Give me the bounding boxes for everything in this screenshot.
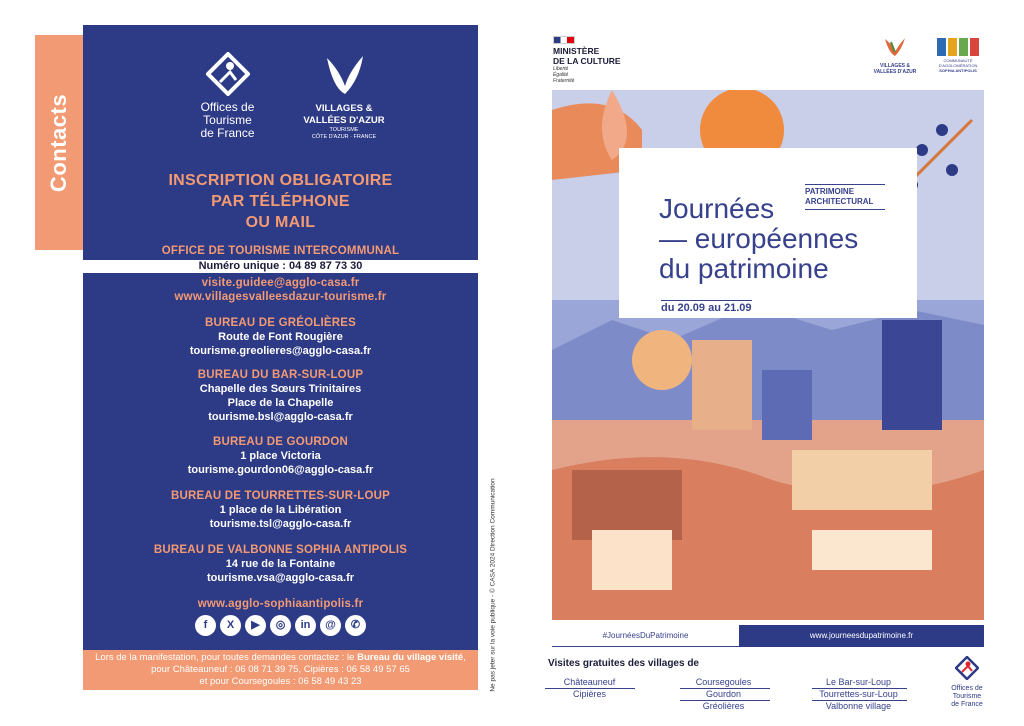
hashtag: #JournéesDuPatrimoine [602, 631, 689, 640]
logo-text-line: de France [200, 126, 255, 140]
bureau-address: Place de la Chapelle [227, 397, 334, 409]
footer-bold: Bureau du village visité [357, 652, 464, 663]
bureau-greolieres [83, 316, 478, 358]
logo-text-line: de France [951, 701, 983, 708]
facebook-icon[interactable]: f [195, 615, 216, 636]
inscription-line: OU MAIL [245, 214, 316, 231]
village-coursegoules: Coursegoules [695, 677, 752, 687]
logo-text-line: Tourisme [203, 113, 252, 127]
office-title: OFFICE DE TOURISME INTERCOMMUNAL [161, 245, 400, 257]
villages-vallees-logo [298, 52, 390, 152]
hashtag-bar [552, 625, 739, 647]
poster-title-line: Journées [659, 193, 775, 224]
phone-number[interactable]: Numéro unique : 04 89 87 73 30 [198, 260, 363, 272]
footer-line-3: et pour Coursegoules : 06 58 49 43 23 [199, 676, 362, 687]
email-main[interactable]: visite.guidee@agglo-casa.fr [201, 277, 360, 289]
bureau-email[interactable]: tourisme.vsa@agglo-casa.fr [206, 572, 355, 584]
footer-line-1 [83, 652, 478, 664]
logo-text-line: Tourisme [952, 693, 982, 700]
logo-text-line: VALLÉES D'AZUR [303, 115, 385, 126]
offices-tourisme-emblem-icon [206, 52, 250, 96]
devise-text: Liberté [553, 66, 569, 72]
casa-blocks-icon [934, 38, 982, 56]
bureau-email[interactable]: tourisme.greolieres@agglo-casa.fr [189, 345, 372, 357]
logo-text-line: VALLÉES D'AZUR [873, 69, 917, 75]
url-bar [739, 625, 984, 647]
french-flag-icon [553, 36, 575, 44]
website-main[interactable]: www.villagesvalleesdazur-tourisme.fr [174, 291, 387, 303]
bureau-title: BUREAU DE TOURRETTES-SUR-LOUP [171, 490, 390, 502]
leaf-icon [882, 36, 908, 58]
ministere-logo [553, 36, 643, 84]
x-icon[interactable]: X [220, 615, 241, 636]
villages-vallees-small-logo [866, 36, 924, 75]
social-icons [83, 615, 478, 636]
credit-text: Ne pas jeter sur la voie publique - © CASA 2024 Direction Communication [489, 478, 497, 692]
youtube-icon[interactable]: ▶ [245, 615, 266, 636]
offices-tourisme-emblem-icon [955, 656, 979, 680]
bureau-title: BUREAU DU BAR-SUR-LOUP [197, 369, 364, 381]
poster-tag-line: PATRIMOINE [805, 187, 855, 196]
poster-title-line: du patrimoine [659, 253, 829, 284]
bureau-title: BUREAU DE VALBONNE SOPHIA ANTIPOLIS [153, 544, 408, 556]
jep-url[interactable]: www.journeesdupatrimoine.fr [809, 631, 914, 640]
footer-line-2: pour Châteauneuf : 06 08 71 39 75, Cipières : 06 58 49 57 65 [151, 664, 410, 675]
village-bar-sur-loup: Le Bar-sur-Loup [825, 677, 892, 687]
casa-text: D'AGGLOMÉRATION [938, 63, 978, 68]
inscription-heading [83, 170, 478, 233]
threads-icon[interactable]: @ [320, 615, 341, 636]
bureau-address: Route de Font Rougière [218, 331, 343, 343]
village-tourrettes: Tourrettes-sur-Loup [819, 689, 898, 699]
bureau-address: Chapelle des Sœurs Trinitaires [199, 383, 362, 395]
poster-tag-line: ARCHITECTURAL [805, 197, 874, 206]
agglo-website[interactable]: www.agglo-sophiaantipolis.fr [197, 598, 364, 610]
inscription-line: PAR TÉLÉPHONE [211, 193, 350, 210]
footer-strip [83, 650, 478, 690]
poster-title [659, 194, 858, 284]
logo-subtext: TOURISME [329, 127, 359, 133]
casa-text: COMMUNAUTÉ [943, 58, 973, 63]
credit-note [486, 470, 500, 700]
ministere-text: MINISTÈRE [553, 46, 600, 56]
contacts-tab [35, 35, 83, 250]
casa-logo [934, 38, 982, 73]
inscription-line: INSCRIPTION OBLIGATOIRE [168, 172, 393, 189]
bureau-address: 1 place Victoria [240, 450, 321, 462]
logo-text-line: VILLAGES & [315, 103, 373, 114]
offices-tourisme-logo [190, 52, 265, 152]
logo-subtext: CÔTE D'AZUR · FRANCE [311, 134, 377, 140]
bureau-tourrettes [83, 489, 478, 531]
logo-text-line: VILLAGES & [879, 63, 910, 69]
logo-text-line: Offices de [951, 685, 983, 692]
bureau-gourdon [83, 435, 478, 477]
whatsapp-icon[interactable]: ✆ [345, 615, 366, 636]
ministere-text: DE LA CULTURE [553, 56, 621, 66]
devise-text: Égalité [553, 72, 569, 78]
logo-text-line: Offices de [200, 100, 255, 114]
casa-text: SOPHIA ANTIPOLIS [939, 68, 977, 73]
bureau-bar-sur-loup [83, 368, 478, 424]
village-chateauneuf: Châteauneuf [563, 677, 616, 687]
bureau-address: 14 rue de la Fontaine [225, 558, 336, 570]
leaf-icon [319, 52, 369, 98]
villages-title: Visites gratuites des villages de [548, 658, 699, 669]
poster-dates: du 20.09 au 21.09 [661, 302, 752, 314]
instagram-icon[interactable]: ◎ [270, 615, 291, 636]
linkedin-icon[interactable]: in [295, 615, 316, 636]
poster-title-box [619, 148, 917, 318]
village-gourdon: Gourdon [705, 689, 742, 699]
bureau-email[interactable]: tourisme.gourdon06@agglo-casa.fr [187, 464, 374, 476]
bureau-email[interactable]: tourisme.tsl@agglo-casa.fr [209, 518, 352, 530]
bureau-email[interactable]: tourisme.bsl@agglo-casa.fr [208, 411, 353, 423]
bureau-title: BUREAU DE GOURDON [212, 436, 348, 448]
contacts-label: Contacts [46, 93, 71, 192]
devise-text: Fraternité [553, 78, 575, 84]
phone-number-strip [83, 260, 478, 273]
bureau-valbonne [83, 543, 478, 585]
village-greolieres: Gréolières [702, 701, 745, 711]
poster-title-line: — européennes [659, 223, 859, 254]
village-valbonne: Valbonne village [825, 701, 892, 711]
footer-text: , [463, 652, 466, 663]
bureau-address: 1 place de la Libération [219, 504, 342, 516]
village-cipieres: Cipières [572, 689, 606, 699]
footer-text: Lors de la manifestation, pour toutes demandes contactez : le [95, 652, 358, 663]
bureau-title: BUREAU DE GRÉOLIÈRES [205, 317, 356, 329]
offices-tourisme-small-logo [945, 656, 989, 709]
